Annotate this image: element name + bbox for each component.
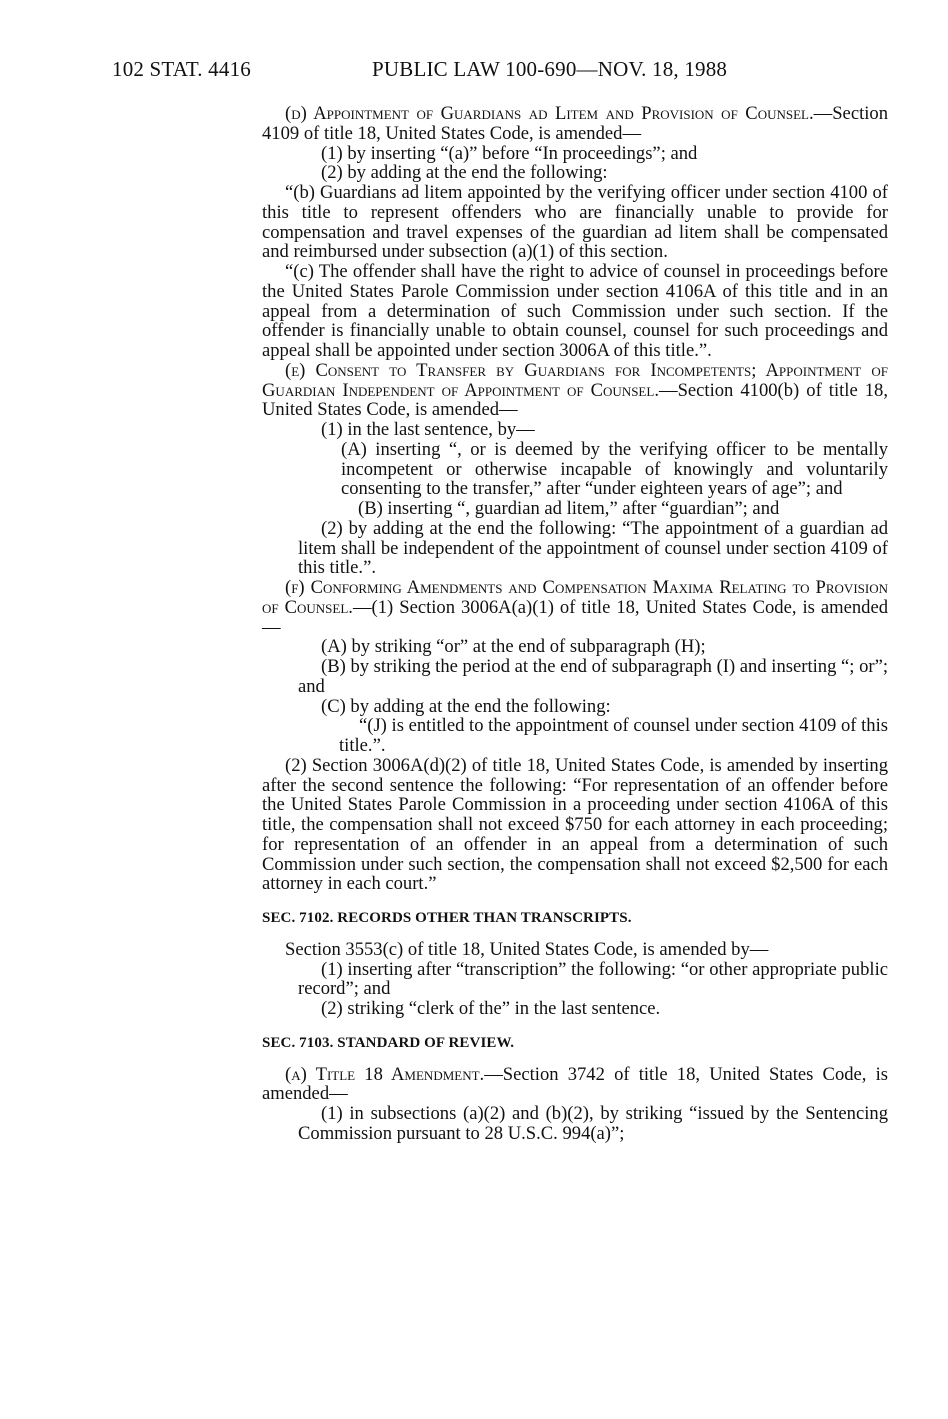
subsection-f — [262, 578, 888, 637]
subsection-e-paragraph-1: (1) in the last sentence, by— — [321, 419, 535, 440]
section-7102-text: Section 3553(c) of title 18, United States Code, is amended by— — [285, 938, 769, 960]
subsection-d-paragraph-1: (1) by inserting “(a)” before “In proceedings”; and — [321, 142, 698, 164]
statute-page-reference: 102 STAT. 4416 — [112, 57, 251, 81]
subsection-d-heading: (d) Appointment of Guardians ad Litem and Provision of Counsel. — [285, 103, 814, 124]
document-body — [262, 104, 888, 1144]
subsection-f-subparagraph-a: (A) by striking “or” at the end of subparagraph (H); — [321, 636, 706, 658]
law-title-date: PUBLIC LAW 100-690—NOV. 18, 1988 — [372, 57, 728, 81]
section-7102-paragraph-1: (1) inserting after “transcription” the following: “or other appropriate public record”; and — [298, 958, 888, 1000]
subsection-d-text: —Section 4109 of title 18, United States Code, is amended— — [262, 103, 888, 144]
section-7103-subsection-a-text: —Section 3742 of title 18, United States Code, is amended— — [262, 1063, 888, 1105]
subsection-f-subparagraph-b: (B) by striking the period at the end of subparagraph (I) and inserting “; or”; and — [298, 656, 888, 697]
subsection-e-text: —Section 4100(b) of title 18, United States Code, is amended— — [262, 379, 888, 421]
subsection-f-subparagraph-c: (C) by adding at the end the following: — [321, 695, 611, 717]
subsection-e — [262, 361, 888, 420]
section-7102-heading: SEC. 7102. RECORDS OTHER THAN TRANSCRIPTS. — [262, 910, 632, 926]
subsection-d-paragraph-2: (2) by adding at the end the following: — [321, 162, 608, 184]
subsection-f-text: —(1) Section 3006A(a)(1) of title 18, United States Code, is amended— — [262, 596, 889, 638]
section-7103-subsection-a-heading: (a) Title 18 Amendment. — [285, 1063, 485, 1085]
section-7103-heading: SEC. 7103. STANDARD OF REVIEW. — [262, 1034, 515, 1051]
section-7103-paragraph-1: (1) in subsections (a)(2) and (b)(2), by striking “issued by the Sentencing Commission pursuant to 28 U.S.C. 994(a)”; — [298, 1103, 888, 1144]
section-7103-subsection-a — [262, 1065, 888, 1105]
subsection-e-subparagraph-a: (A) inserting “, or is deemed by the verifying officer to be mentally incompetent or otherwise incapable of knowingly and voluntarily consenting to the transfer,” after “under eighteen years of age”; and — [341, 438, 888, 500]
quoted-subsection-b: “(b) Guardians ad litem appointed by the verifying officer under section 4100 of this title to represent offenders who are financially unable to provide for compensation and travel expenses of the guardian ad litem shall be compensated and reimbursed under subsection (a)(1) of this section. — [262, 182, 888, 263]
quoted-subsection-c: “(c) The offender shall have the right to advice of counsel in proceedings before the United States Parole Commission under section 4106A of this title and in an appeal from a determination of such Commission under such section. If the offender is financially unable to obtain counsel, counsel for such proceedings and appeal shall be appointed under section 3006A of this title.”. — [262, 261, 888, 361]
subsection-f-heading: (f) Conforming Amendments and Compensation Maxima Relating to Provision of Counsel. — [262, 577, 888, 618]
subsection-d — [262, 104, 888, 144]
subsection-f-quoted-j: “(J) is entitled to the appointment of counsel under section 4109 of this title.”. — [339, 715, 888, 756]
section-7102-paragraph-2: (2) striking “clerk of the” in the last sentence. — [321, 998, 661, 1019]
subsection-f-paragraph-2: (2) Section 3006A(d)(2) of title 18, United States Code, is amended by inserting after the second sentence the following: “For representation of an offender before the United States Parole Commission in a proceeding under section 4106A of this title, the compensation shall not exceed $750 for each attorney in each proceeding; for representation of an offender in an appeal from a determination of such Commission under such section, the compensation shall not exceed $2,500 for each attorney in each court.” — [262, 754, 888, 895]
subsection-e-subparagraph-b: (B) inserting “, guardian ad litem,” after “guardian”; and — [358, 498, 780, 519]
subsection-e-paragraph-2: (2) by adding at the end the following: “The appointment of a guardian ad litem shall be independent of the appointment of counsel under section 4109 of this title.”. — [298, 517, 888, 579]
subsection-e-heading: (e) Consent to Transfer by Guardians for Incompetents; Appointment of Guardian Independent of Appointment of Counsel. — [262, 359, 888, 401]
